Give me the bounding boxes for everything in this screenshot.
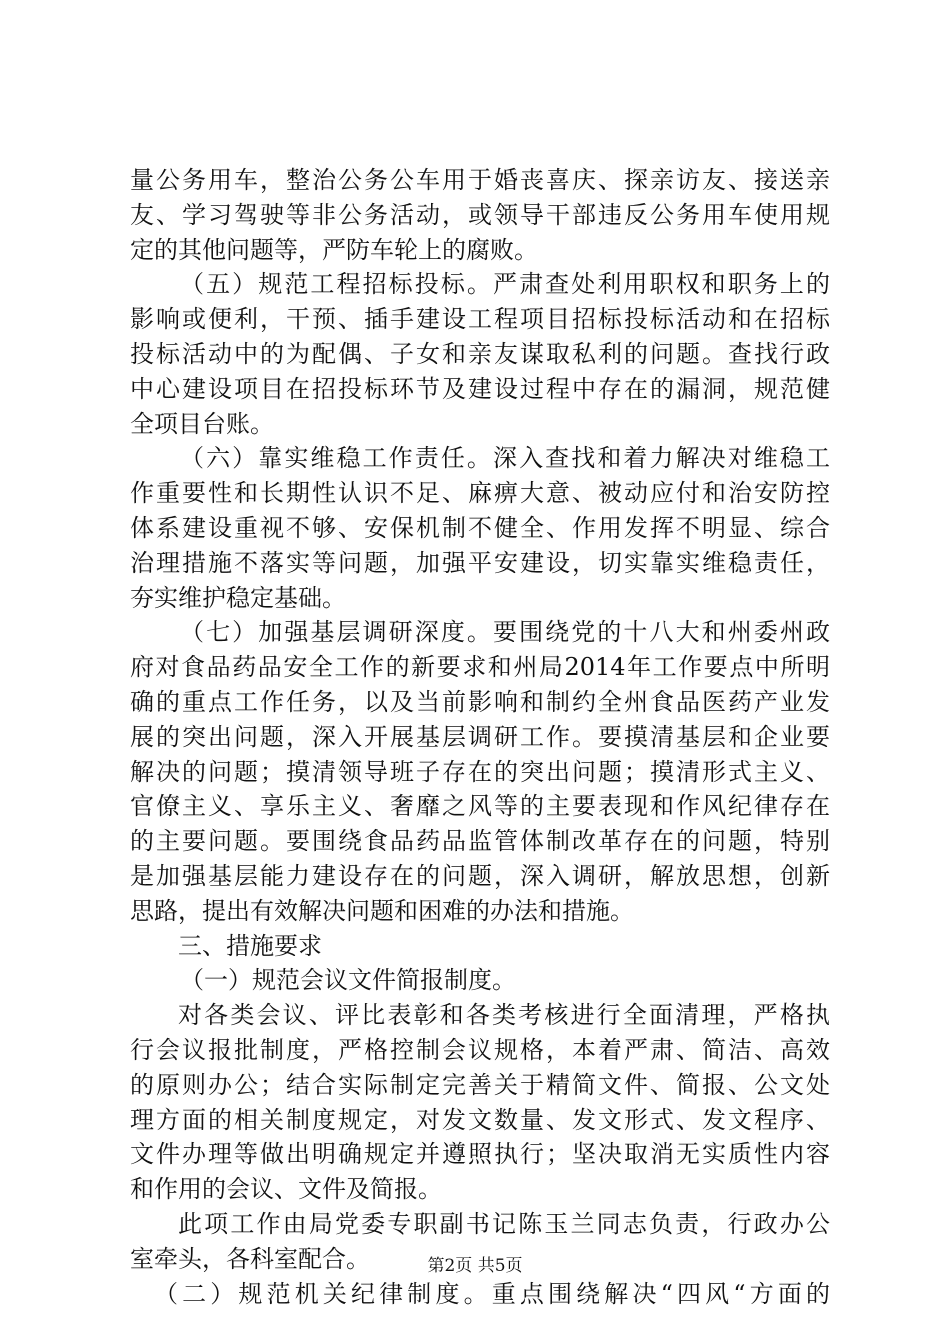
text-line: 解决的问题；摸清领导班子存在的突出问题；摸清形式主义、 bbox=[130, 757, 830, 786]
text-line: 思路，提出有效解决问题和困难的办法和措施。 bbox=[130, 896, 634, 925]
text-line: 和作用的会议、文件及简报。 bbox=[130, 1175, 442, 1204]
text-line: 理方面的相关制度规定，对发文数量、发文形式、发文程序、 bbox=[130, 1105, 830, 1134]
text-line: 的原则办公；结合实际制定完善关于精简文件、简报、公文处 bbox=[130, 1070, 830, 1099]
text-line: 官僚主义、享乐主义、奢靡之风等的主要表现和作风纪律存在 bbox=[130, 792, 830, 821]
text-line: 的主要问题。要围绕食品药品监管体制改革存在的问题，特别 bbox=[130, 827, 830, 856]
text-line: 府对食品药品安全工作的新要求和州局2014年工作要点中所明 bbox=[130, 653, 830, 682]
section-heading-5: （五）规范工程招标投标。严肃查处利用职权和职务上的 bbox=[180, 270, 830, 299]
text-line: 作重要性和长期性认识不足、麻痹大意、被动应付和治安防控 bbox=[130, 479, 830, 508]
page-footer: 第2页 共5页 bbox=[427, 1256, 523, 1276]
text-line: 夯实维护稳定基础。 bbox=[130, 583, 346, 612]
text-line: 此项工作由局党委专职副书记陈玉兰同志负责，行政办公 bbox=[178, 1209, 830, 1238]
text-line: 影响或便利，干预、插手建设工程项目招标投标活动和在招标 bbox=[130, 305, 830, 334]
document-body bbox=[130, 163, 830, 1311]
text-line: 量公务用车，整治公务公车用于婚丧喜庆、探亲访友、接送亲 bbox=[130, 166, 830, 194]
text-line: 体系建设重视不够、安保机制不健全、作用发挥不明显、综合 bbox=[130, 513, 830, 542]
text-line: 对各类会议、评比表彰和各类考核进行全面清理，严格执 bbox=[178, 1001, 830, 1030]
text-line: 中心建设项目在招投标环节及建设过程中存在的漏洞，规范健 bbox=[130, 374, 830, 403]
text-line: 定的其他问题等，严防车轮上的腐败。 bbox=[130, 235, 538, 264]
section-heading-6: （六）靠实维稳工作责任。深入查找和着力解决对维稳工 bbox=[180, 444, 830, 473]
text-line: 全项目台账。 bbox=[130, 409, 274, 438]
text-line: 文件办理等做出明确规定并遵照执行；坚决取消无实质性内容 bbox=[130, 1140, 830, 1169]
text-line: 确的重点工作任务，以及当前影响和制约全州食品医药产业发 bbox=[130, 687, 830, 716]
subsection-heading-2: （二）规范机关纪律制度。重点围绕解决“四风“方面的 bbox=[154, 1279, 830, 1308]
text-line: 是加强基层能力建设存在的问题，深入调研，解放思想，创新 bbox=[130, 861, 830, 890]
text-line: 室牵头，各科室配合。 bbox=[130, 1244, 370, 1273]
text-line: 展的突出问题，深入开展基层调研工作。要摸清基层和企业要 bbox=[130, 722, 830, 751]
text-line: 行会议报批制度，严格控制会议规格，本着严肃、简洁、高效 bbox=[130, 1035, 830, 1064]
text-line: 友、学习驾驶等非公务活动，或领导干部违反公务用车使用规 bbox=[130, 200, 830, 229]
text-line: 治理措施不落实等问题，加强平安建设，切实靠实维稳责任， bbox=[130, 548, 830, 577]
section-heading-7: （七）加强基层调研深度。要围绕党的十八大和州委州政 bbox=[180, 618, 830, 647]
text-line: 投标活动中的为配偶、子女和亲友谋取私利的问题。查找行政 bbox=[130, 339, 830, 368]
subsection-heading-1: （一）规范会议文件简报制度。 bbox=[180, 966, 516, 995]
chapter-heading-3: 三、措施要求 bbox=[178, 931, 322, 960]
